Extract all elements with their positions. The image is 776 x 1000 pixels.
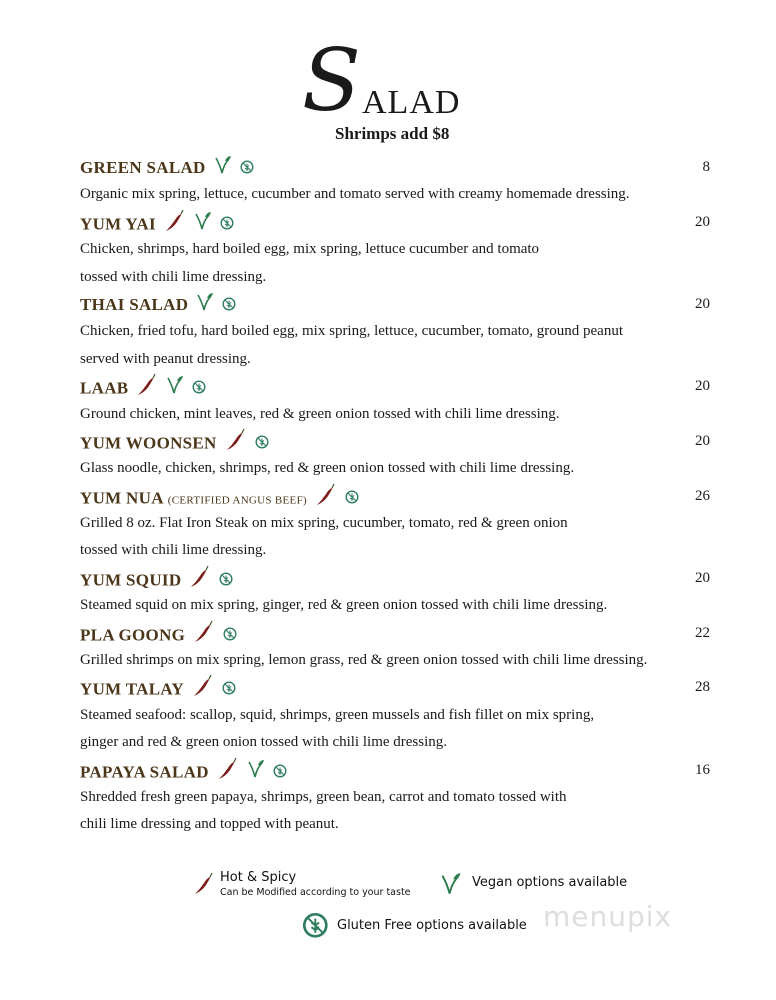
item-description: Grilled shrimps on mix spring, lemon grass, red & green onion tossed with chili lime dressing.: [80, 652, 648, 669]
menu-item-header: [80, 674, 710, 701]
menu-item-header: [80, 291, 710, 318]
item-price: 16: [695, 761, 710, 778]
legend-vegan-label: Vegan options available: [472, 875, 628, 890]
item-price: 20: [695, 432, 710, 449]
item-description: Grilled 8 oz. Flat Iron Steak on mix spring, cucumber, tomato, red & green onion: [80, 515, 568, 532]
subtitle: Shrimps add $8: [335, 124, 450, 143]
menu-item-header: [80, 565, 710, 592]
menu-item-header: [80, 154, 710, 181]
gluten-free-icon: [192, 376, 206, 403]
item-price: 8: [702, 159, 710, 175]
menu-item: [80, 209, 710, 291]
item-price: 28: [695, 679, 710, 696]
menu-item-header: [80, 483, 710, 510]
item-description: Chicken, fried tofu, hard boiled egg, mix spring, lettuce, cucumber, tomato, ground peanut: [80, 323, 624, 340]
item-note: (CERTIFIED ANGUS BEEF): [167, 494, 307, 507]
gluten-free-icon: [302, 912, 329, 943]
menu-list: [80, 154, 710, 839]
item-name: LAAB: [80, 378, 129, 398]
item-price: 20: [695, 378, 710, 395]
item-price: 26: [695, 487, 710, 504]
menu-item: [80, 291, 710, 373]
menu-item: [80, 565, 710, 620]
item-price: 22: [695, 624, 710, 641]
menu-item: [80, 154, 710, 209]
vegan-icon: [214, 155, 232, 184]
item-description: Steamed seafood: scallop, squid, shrimps, green mussels and fish fillet on mix spring,: [80, 706, 595, 723]
item-name: YUM TALAY: [80, 679, 184, 699]
gluten-free-icon: [220, 212, 234, 239]
menu-item-header: [80, 757, 710, 784]
gluten-free-icon: [273, 760, 287, 787]
watermark: menupix: [543, 900, 673, 933]
gluten-free-icon: [240, 156, 254, 183]
menu-item-header: [80, 373, 710, 400]
menu-item: [80, 674, 710, 756]
item-description: chili lime dressing and topped with peanut.: [80, 816, 339, 833]
item-name: PLA GOONG: [80, 625, 186, 645]
vegan-icon: [196, 292, 214, 321]
item-description: Organic mix spring, lettuce, cucumber and tomato served with creamy homemade dressing.: [80, 186, 630, 203]
gluten-free-icon: [219, 568, 233, 595]
item-price: 20: [695, 213, 710, 230]
gluten-free-icon: [222, 293, 236, 320]
item-description: Shredded fresh green papaya, shrimps, green bean, carrot and tomato tossed with: [80, 788, 567, 805]
title-initial: S: [302, 31, 361, 131]
item-name: YUM YAI: [80, 214, 156, 234]
title-rest: ALAD: [362, 84, 461, 121]
item-description: ginger and red & green onion tossed with chili lime dressing.: [80, 734, 448, 751]
legend-gf-label: Gluten Free options available: [337, 918, 527, 933]
menu-item: [80, 428, 710, 483]
item-price: 20: [695, 295, 710, 312]
legend-spicy-label: Hot & Spicy: [220, 870, 297, 885]
vegan-icon: [440, 872, 462, 900]
item-description: Glass noodle, chicken, shrimps, red & green onion tossed with chili lime dressing.: [80, 460, 575, 477]
menu-title: [300, 31, 461, 132]
menu-item-header: [80, 428, 710, 455]
item-price: 20: [695, 569, 710, 586]
legend-spicy-note: Can be Modified according to your taste: [220, 887, 411, 898]
item-description: Ground chicken, mint leaves, red & green onion tossed with chili lime dressing.: [80, 405, 560, 422]
item-description: tossed with chili lime dressing.: [80, 542, 267, 559]
gluten-free-icon: [222, 677, 236, 704]
item-name: PAPAYA SALAD: [80, 761, 209, 781]
gluten-free-icon: [345, 486, 359, 513]
item-description: Steamed squid on mix spring, ginger, red & green onion tossed with chili lime dressing.: [80, 597, 608, 614]
menu-item: [80, 483, 710, 565]
item-name: GREEN SALAD: [80, 158, 206, 177]
menu-item-header: [80, 620, 710, 647]
menu-item-header: [80, 209, 710, 236]
item-description: served with peanut dressing.: [80, 350, 251, 367]
gluten-free-icon: [223, 623, 237, 650]
chili-icon: [193, 872, 215, 900]
menu-item: [80, 620, 710, 675]
item-description: tossed with chili lime dressing.: [80, 268, 267, 285]
gluten-free-icon: [255, 431, 269, 458]
item-description: Chicken, shrimps, hard boiled egg, mix spring, lettuce cucumber and tomato: [80, 241, 540, 258]
item-name: YUM SQUID: [80, 570, 182, 590]
menu-item: [80, 373, 710, 428]
item-name: YUM WOONSEN: [80, 433, 217, 453]
menu-item: [80, 757, 710, 839]
item-name: THAI SALAD: [80, 294, 189, 314]
item-name: YUM NUA: [80, 488, 164, 508]
